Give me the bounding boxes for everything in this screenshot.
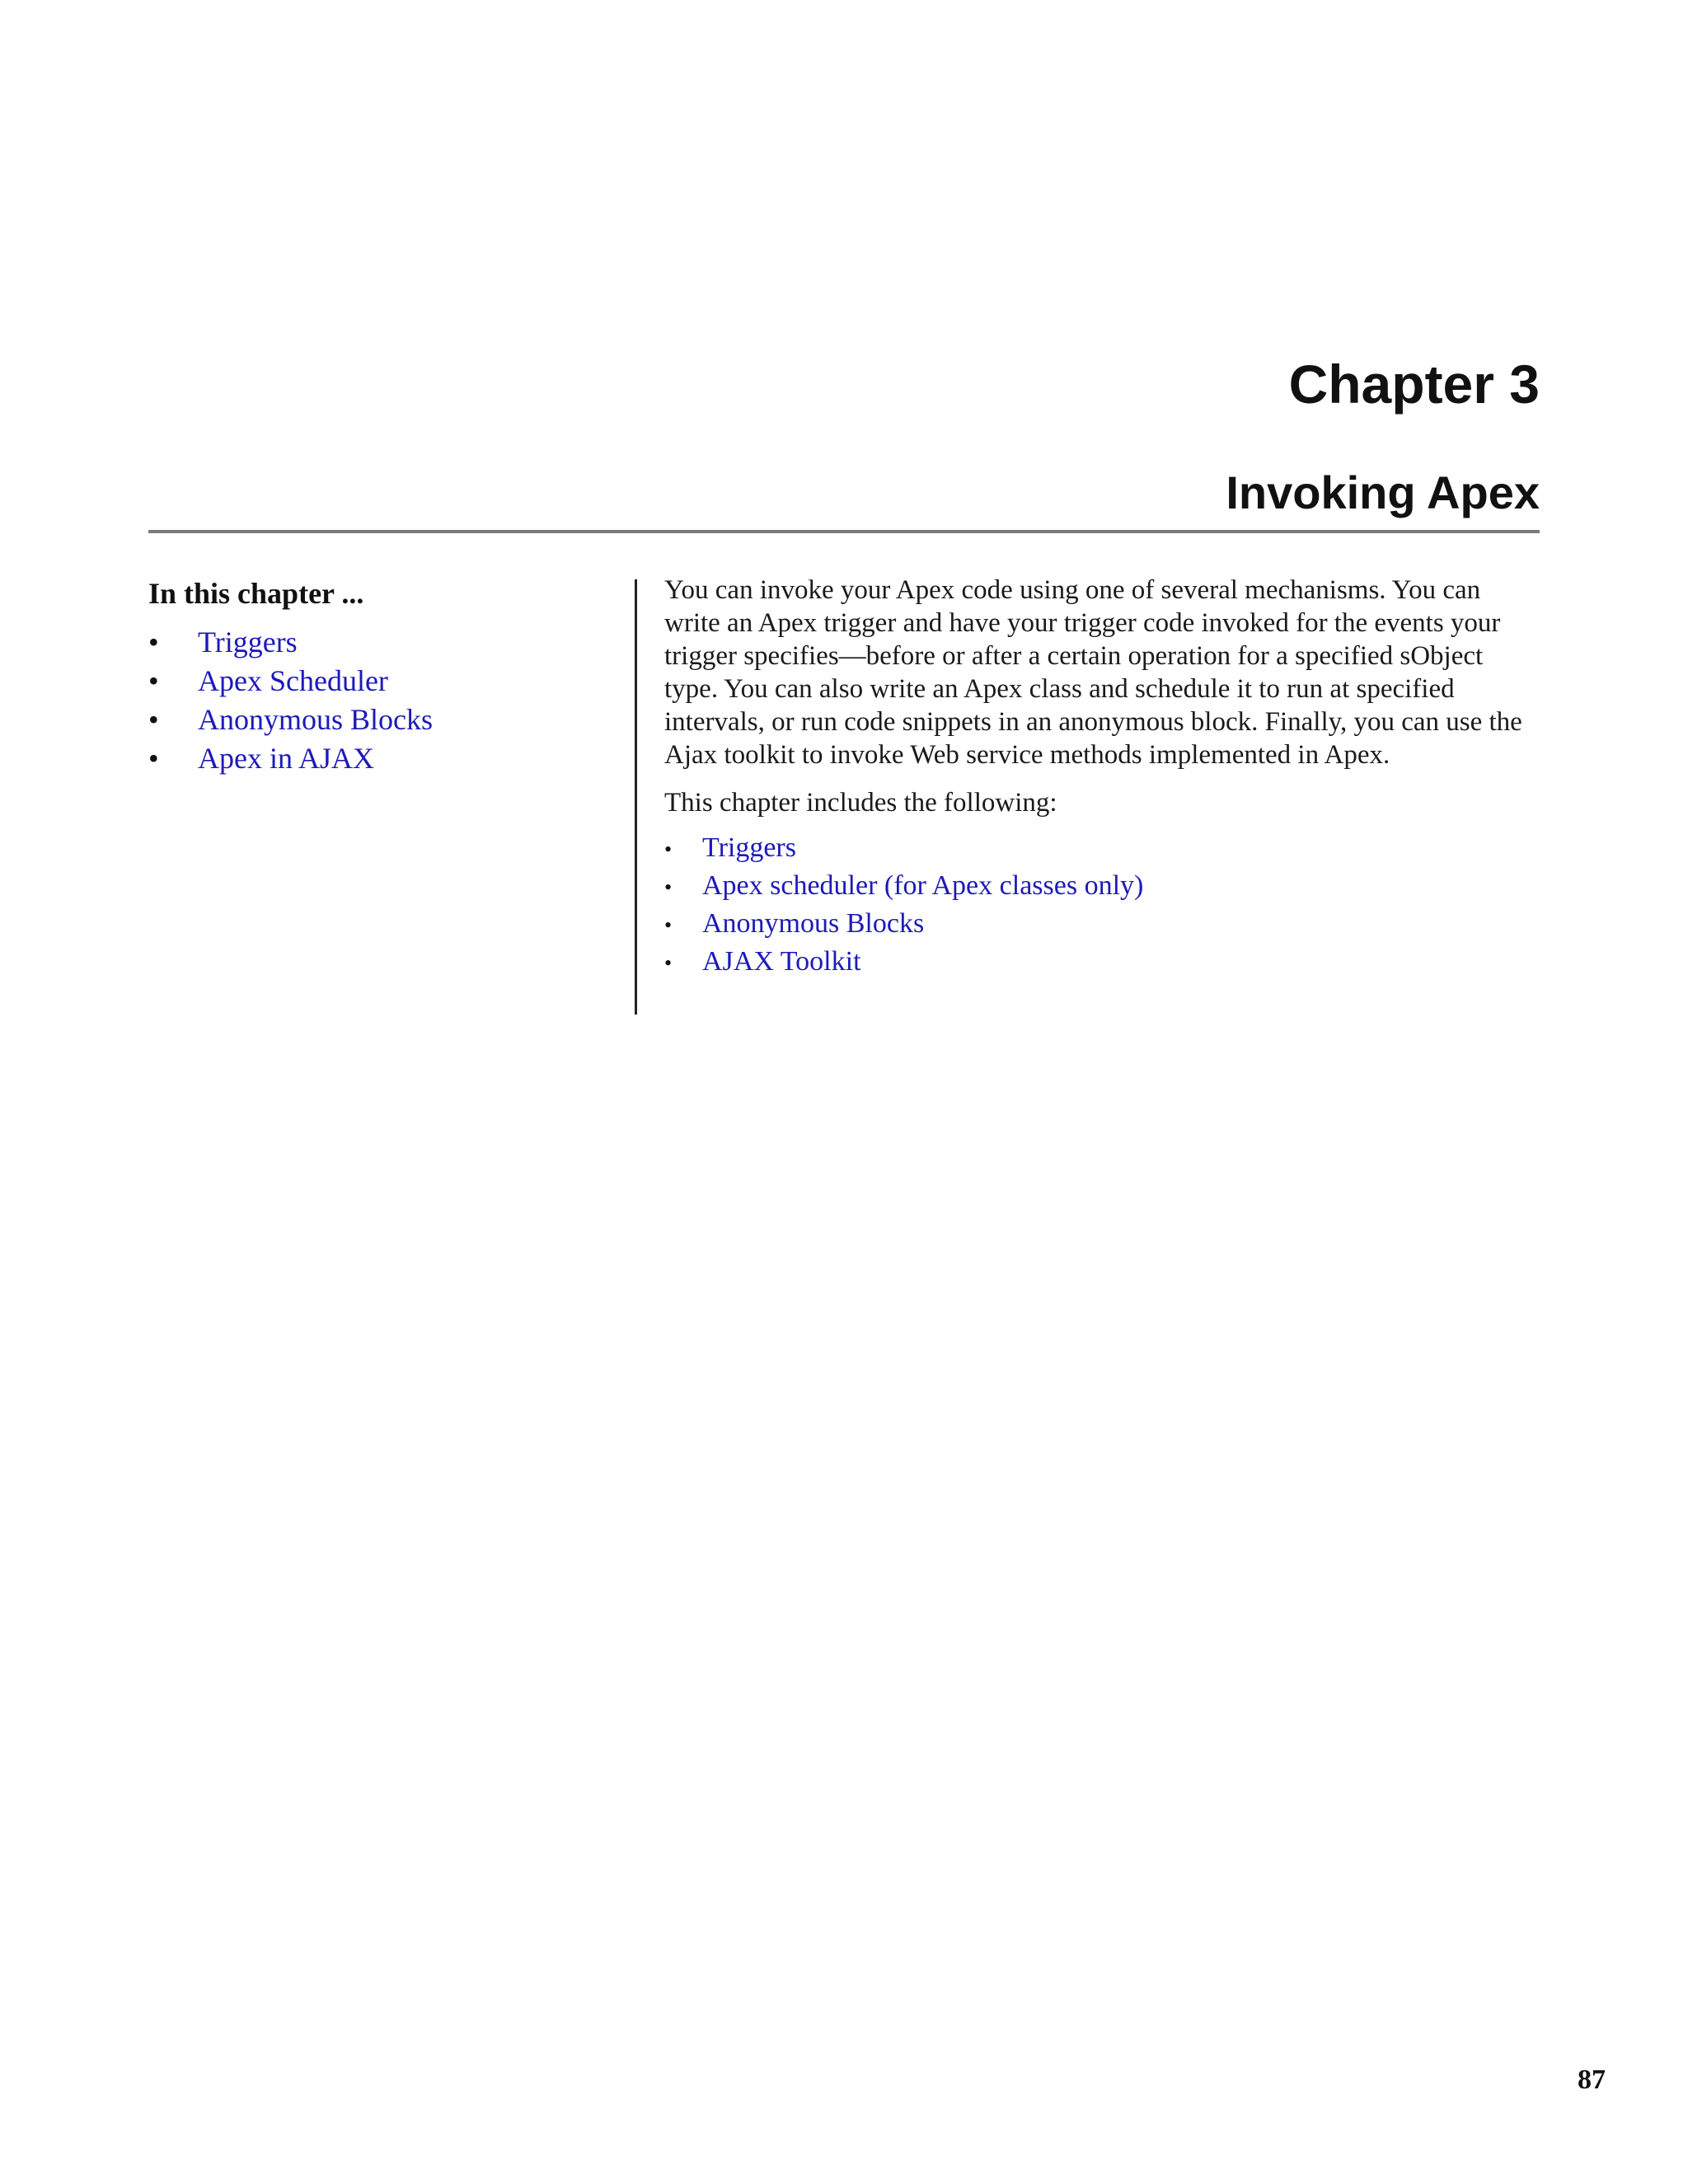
sidebar-link-list [148,623,610,778]
bullet: • [664,913,673,937]
title-rule [148,530,1540,533]
bullet: • [148,626,159,658]
sidebar-link-apex-scheduler[interactable]: Apex Scheduler [198,664,388,697]
column-divider [635,579,637,1015]
includes-paragraph: This chapter includes the following: [664,788,1057,818]
chapter-contents-sidebar [148,569,610,778]
main-link-ajax-toolkit[interactable]: AJAX Toolkit [702,946,861,977]
sidebar-link-anonymous-blocks[interactable]: Anonymous Blocks [198,703,434,736]
intro-paragraph: You can invoke your Apex code using one of several mechanisms. You can write an Apex trigger and have your trigger code invoked for the events your trigger specifies—before or after a certain operation for a specified sObject type. You can also write an Apex class and schedule it to run at specified intervals, or run code snippets in an anonymous block. Finally, you can use the Ajax toolkit to invoke Web service methods implemented in Apex. [664,575,1522,770]
main-link-triggers[interactable]: Triggers [702,832,796,863]
sidebar-link-apex-in-ajax[interactable]: Apex in AJAX [198,742,374,775]
bullet: • [664,875,673,899]
sidebar-item-apex-in-ajax [148,739,610,778]
bullet: • [148,703,159,736]
sidebar-item-anonymous-blocks [148,701,610,739]
bullet: • [664,951,673,975]
chapter-label: Chapter 3 [1288,354,1540,415]
main-link-anonymous-blocks[interactable]: Anonymous Blocks [702,908,925,939]
main-link-apex-scheduler[interactable]: Apex scheduler (for Apex classes only) [702,870,1144,901]
bullet: • [148,664,159,697]
chapter-title: Invoking Apex [1226,466,1540,518]
main-item-triggers [664,829,1541,867]
sidebar-heading: In this chapter ... [148,577,364,610]
sidebar-item-apex-scheduler [148,662,610,701]
chapter-body [664,574,1541,981]
bullet: • [664,837,673,861]
page-number: 87 [1578,2064,1606,2095]
main-item-ajax-toolkit [664,943,1541,981]
sidebar-link-triggers[interactable]: Triggers [198,626,298,658]
bullet: • [148,742,159,775]
main-item-apex-scheduler [664,867,1541,905]
sidebar-item-triggers [148,623,610,662]
main-item-anonymous-blocks [664,905,1541,943]
main-link-list [664,829,1541,981]
